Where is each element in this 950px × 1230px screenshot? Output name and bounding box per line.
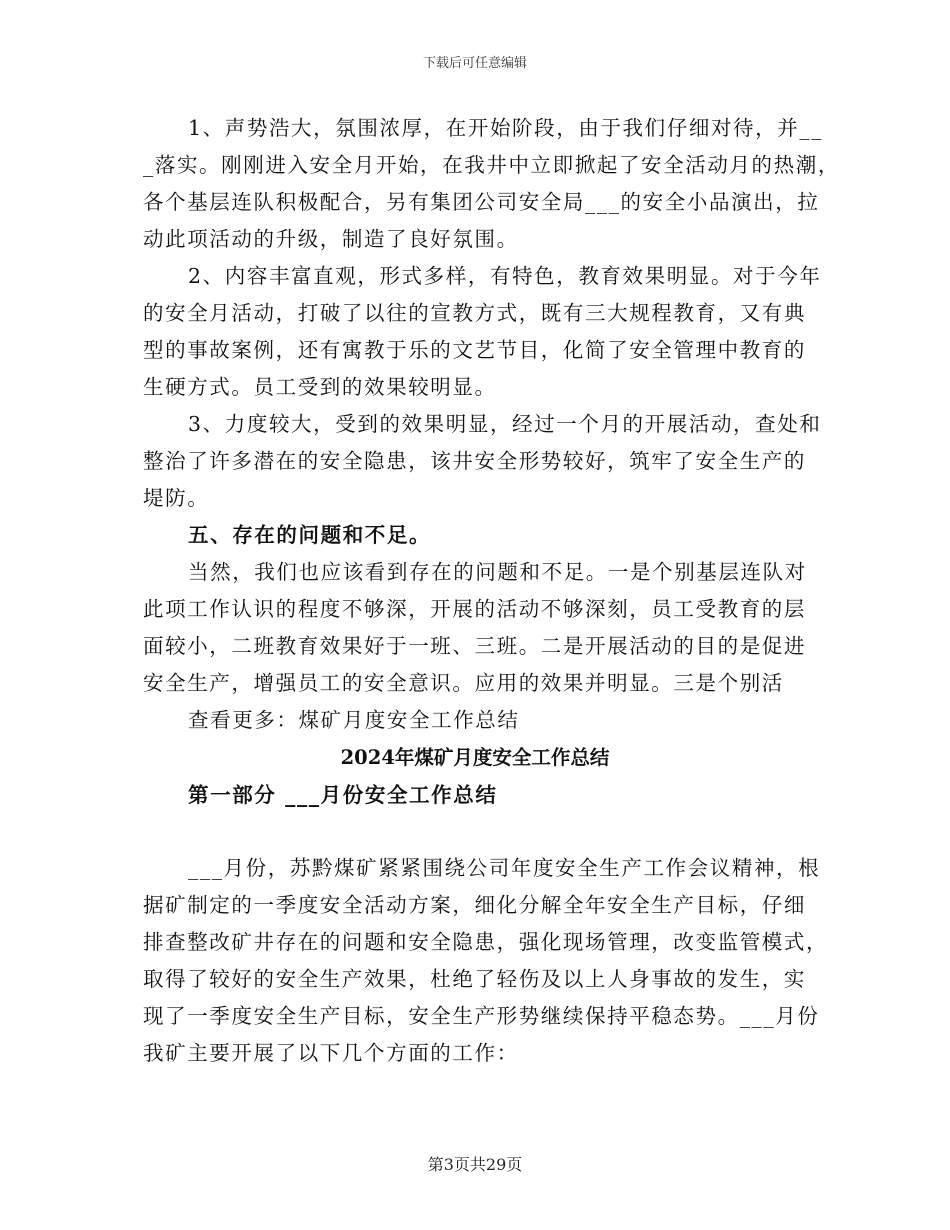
- paragraph-line: 堤防。: [143, 486, 210, 510]
- paragraph-line: 现了一季度安全生产目标，安全生产形势继续保持平稳态势。___月份: [143, 1004, 820, 1028]
- part-heading: 第一部分 ___月份安全工作总结: [188, 783, 498, 807]
- paragraph-line: 动此项活动的升级，制造了良好氛围。: [143, 227, 519, 251]
- document-title: 2024年煤矿月度安全工作总结: [340, 746, 610, 769]
- paragraph-line: 型的事故案例，还有寓教于乐的文艺节目，化简了安全管理中教育的: [143, 338, 806, 362]
- paragraph-line: _落实。刚刚进入安全月开始，在我井中立即掀起了安全活动月的热潮，: [143, 153, 840, 177]
- paragraph-line: 安全生产，增强员工的安全意识。应用的效果并明显。三是个别活: [143, 671, 784, 695]
- see-more-link[interactable]: 查看更多：煤矿月度安全工作总结: [188, 708, 520, 732]
- paragraph-line: 排查整改矿井存在的问题和安全隐患，强化现场管理，改变监管模式，: [143, 930, 829, 954]
- paragraph-line: ___月份，苏黔煤矿紧紧围绕公司年度安全生产工作会议精神，根: [188, 856, 821, 880]
- paragraph-line: 3、力度较大，受到的效果明显，经过一个月的开展活动，查处和: [188, 412, 822, 436]
- page-header: 下载后可任意编辑: [422, 56, 527, 71]
- paragraph-line: 1、声势浩大，氛围浓厚，在开始阶段，由于我们仔细对待，并__: [188, 116, 824, 140]
- paragraph-line: 据矿制定的一季度安全活动方案，细化分解全年安全生产目标，仔细: [143, 893, 806, 917]
- paragraph-line: 当然，我们也应该看到存在的问题和不足。一是个别基层连队对: [188, 560, 807, 584]
- paragraph-line: 各个基层连队积极配合，另有集团公司安全局___的安全小品演出，拉: [143, 190, 820, 214]
- paragraph-line: 2、内容丰富直观，形式多样，有特色，教育效果明显。对于今年: [188, 264, 822, 288]
- section-heading: 五、存在的问题和不足。: [188, 523, 432, 547]
- paragraph-line: 我矿主要开展了以下几个方面的工作：: [143, 1041, 519, 1065]
- paragraph-line: 的安全月活动，打破了以往的宣教方式，既有三大规程教育，又有典: [143, 301, 806, 325]
- paragraph-line: 此项工作认识的程度不够深，开展的活动不够深刻，员工受教育的层: [143, 597, 806, 621]
- paragraph-line: 面较小，二班教育效果好于一班、三班。二是开展活动的目的是促进: [143, 634, 806, 658]
- paragraph-line: 整治了许多潜在的安全隐患，该井安全形势较好，筑牢了安全生产的: [143, 449, 806, 473]
- paragraph-line: 取得了较好的安全生产效果，杜绝了轻伤及以上人身事故的发生，实: [143, 967, 806, 991]
- page-number: 第3页共29页: [427, 1155, 523, 1174]
- paragraph-line: 生硬方式。员工受到的效果较明显。: [143, 375, 497, 399]
